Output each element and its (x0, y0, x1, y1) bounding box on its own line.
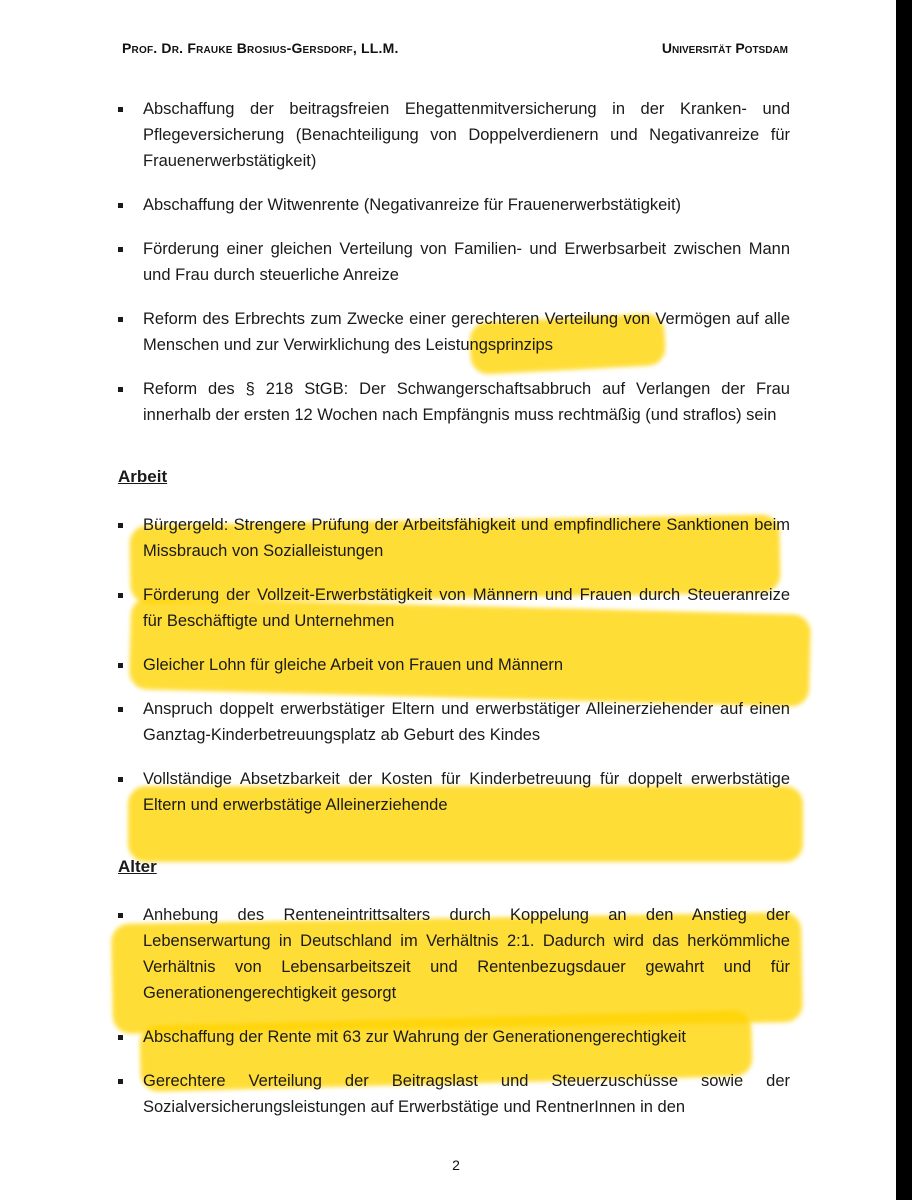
bullet-marker (118, 247, 123, 252)
bullet-marker (118, 523, 123, 528)
list-item: Anspruch doppelt erwerbstätiger Eltern und erwerbstätiger Alleinerziehender auf einen Ganztag-Kinderbetreuungsplatz ab Geburt des Kindes (118, 696, 790, 748)
list-item: Abschaffung der beitragsfreien Ehegattenmitversicherung in der Kranken- und Pflegeversicherung (Benachteiligung von Doppelverdienern und Negativanreize für Frauenerwerbstätigkeit) (118, 96, 790, 174)
list-item: Anhebung des Renteneintrittsalters durch Koppelung an den Anstieg der Lebenserwartung in Deutschland im Verhältnis 2:1. Dadurch wird das herkömmliche Verhältnis von Lebensarbeitszeit und Rentenbezugsdauer gewahrt und für Generationengerechtigkeit gesorgt (118, 902, 790, 1006)
list-item: Gleicher Lohn für gleiche Arbeit von Frauen und Männern (118, 652, 790, 678)
header-author: Prof. Dr. Frauke Brosius-Gersdorf, LL.M. (122, 40, 399, 56)
bullet-marker (118, 387, 123, 392)
bullet-marker (118, 107, 123, 112)
page-header (122, 40, 788, 62)
header-institution: Universität Potsdam (661, 40, 788, 56)
list-item: Gerechtere Verteilung der Beitragslast und Steuerzuschüsse sowie der Sozialversicherungsleistungen auf Erwerbstätige und RentnerInnen in den (118, 1068, 790, 1120)
bullet-marker (118, 203, 123, 208)
bullet-marker (118, 663, 123, 668)
bullet-marker (118, 1079, 123, 1084)
list-item: Reform des Erbrechts zum Zwecke einer gerechteren Verteilung von Vermögen auf alle Menschen und zur Verwirklichung des Leistungsprinzips (118, 306, 790, 358)
document-body (118, 96, 790, 1138)
list-item: Abschaffung der Witwenrente (Negativanreize für Frauenerwerbstätigkeit) (118, 192, 790, 218)
section-heading-alter: Alter (118, 857, 157, 876)
section-heading-arbeit: Arbeit (118, 467, 168, 486)
bullet-marker (118, 707, 123, 712)
list-item: Reform des § 218 StGB: Der Schwangerschaftsabbruch auf Verlangen der Frau innerhalb der ersten 12 Wochen nach Empfängnis muss rechtmäßig (und straflos) sein (118, 376, 790, 428)
bullet-marker (118, 913, 123, 918)
list-item: Abschaffung der Rente mit 63 zur Wahrung der Generationengerechtigkeit (118, 1024, 790, 1050)
bullet-marker (118, 593, 123, 598)
list-item: Vollständige Absetzbarkeit der Kosten für Kinderbetreuung für doppelt erwerbstätige Eltern und erwerbstätige Alleinerziehende (118, 766, 790, 818)
list-item: Förderung der Vollzeit-Erwerbstätigkeit von Männern und Frauen durch Steueranreize für Beschäftigte und Unternehmen (118, 582, 790, 634)
page-number: 2 (452, 1157, 460, 1173)
bullet-marker (118, 317, 123, 322)
list-item: Bürgergeld: Strengere Prüfung der Arbeitsfähigkeit und empfindlichere Sanktionen beim Missbrauch von Sozialleistungen (118, 512, 790, 564)
bullet-marker (118, 1035, 123, 1040)
list-item: Förderung einer gleichen Verteilung von Familien- und Erwerbsarbeit zwischen Mann und Frau durch steuerliche Anreize (118, 236, 790, 288)
bullet-marker (118, 777, 123, 782)
